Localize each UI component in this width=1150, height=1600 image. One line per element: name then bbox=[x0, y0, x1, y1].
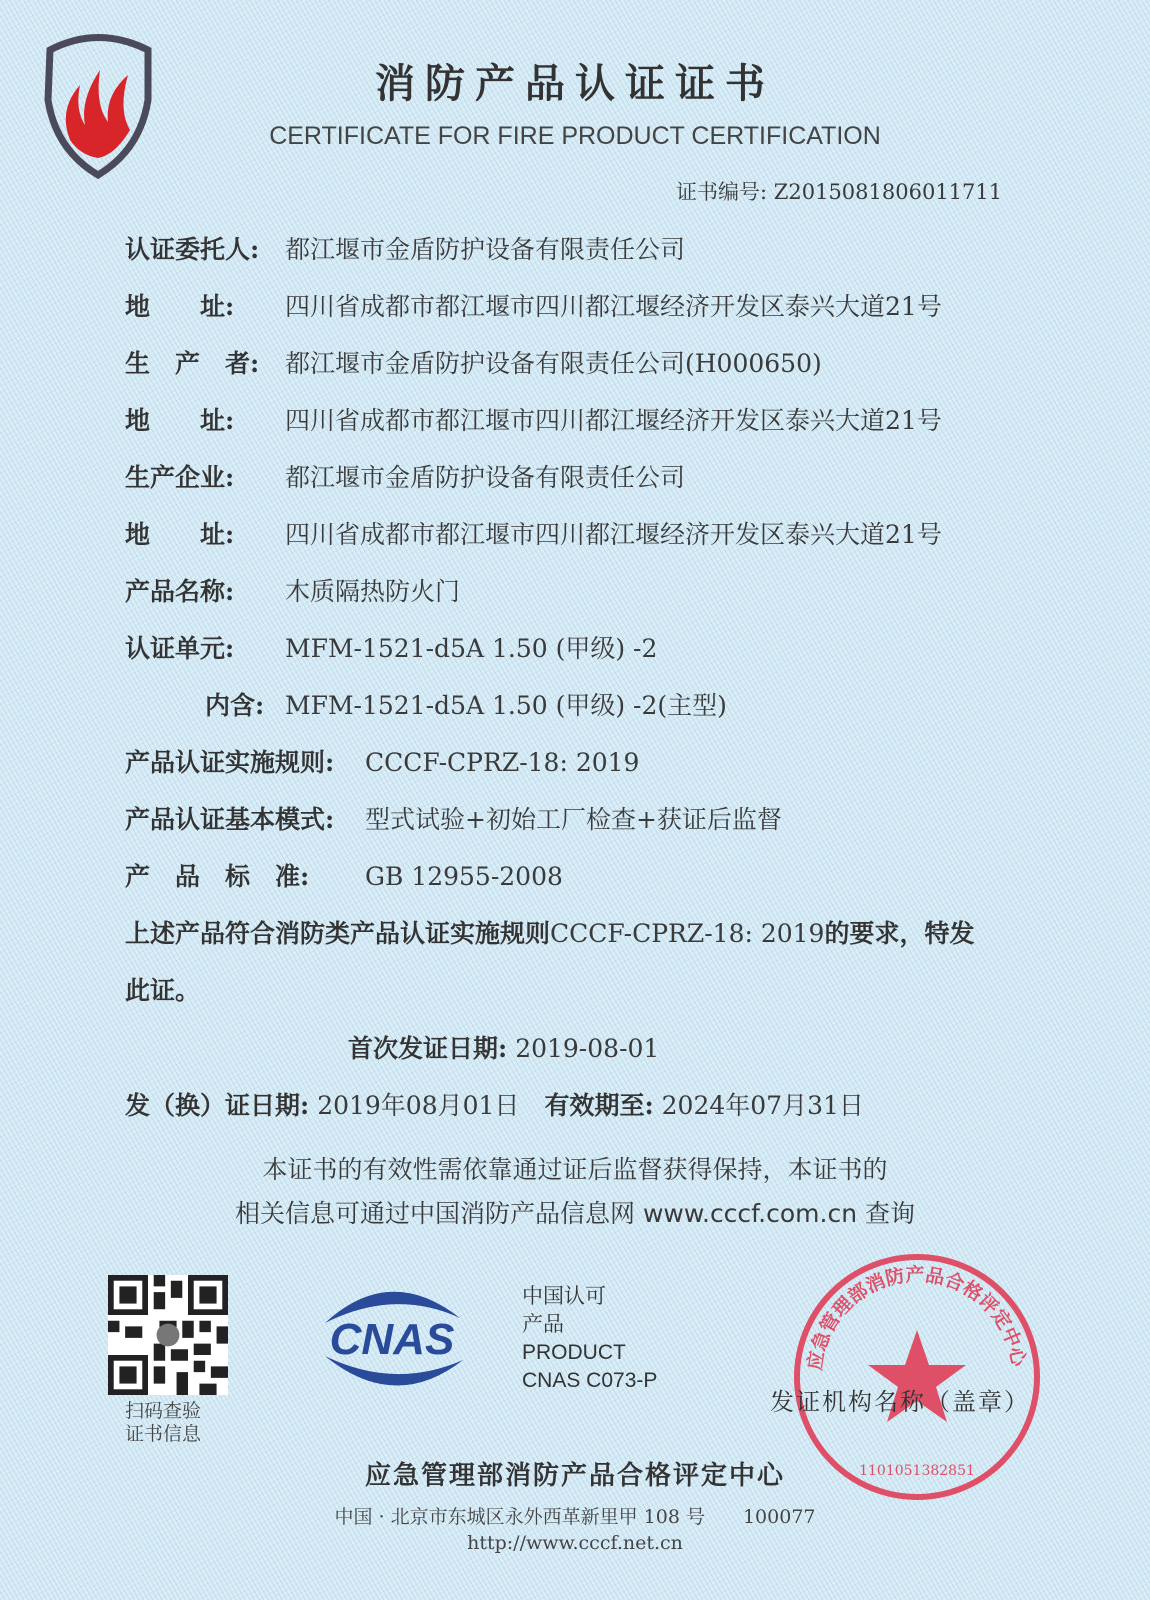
issue-label: 发（换）证日期: bbox=[125, 1091, 310, 1120]
compliance-statement-end bbox=[125, 971, 200, 1007]
qr-caption-line: 证书信息 bbox=[125, 1423, 202, 1445]
first-issue-label: 首次发证日期: bbox=[348, 1034, 508, 1063]
field-label: 内含: bbox=[205, 691, 265, 720]
field-value: CCCF-CPRZ-18: 2019 bbox=[365, 748, 640, 777]
field-value: GB 12955-2008 bbox=[365, 862, 563, 891]
statement-text: 上述产品符合消防类产品认证实施规则 bbox=[125, 919, 551, 948]
field-value: 都江堰市金盾防护设备有限责任公司(H000650) bbox=[285, 349, 822, 378]
accreditation-line: CNAS C073-P bbox=[522, 1369, 658, 1392]
field-value: 都江堰市金盾防护设备有限责任公司 bbox=[285, 235, 686, 264]
field-label: 产品名称: bbox=[125, 577, 235, 606]
accreditation-line: PRODUCT bbox=[522, 1341, 626, 1364]
certificate-subtitle: CERTIFICATE FOR FIRE PRODUCT CERTIFICATION bbox=[269, 122, 881, 150]
field-producer bbox=[125, 344, 822, 380]
cnas-logo-text: CNAS bbox=[329, 1315, 455, 1364]
issue-value: 2019年08月01日 bbox=[317, 1091, 520, 1120]
notice-line-1: 本证书的有效性需依靠通过证后监督获得保持，本证书的 bbox=[262, 1155, 888, 1184]
field-value: 四川省成都市都江堰市四川都江堰经济开发区泰兴大道21号 bbox=[285, 292, 942, 321]
field-manufacturer-address bbox=[125, 515, 942, 551]
field-label: 产 品 标 准: bbox=[125, 862, 310, 891]
field-value: 都江堰市金盾防护设备有限责任公司 bbox=[285, 463, 686, 492]
field-label: 产品认证实施规则: bbox=[125, 748, 335, 777]
field-applicant bbox=[125, 230, 685, 266]
qr-caption-line: 扫码查验 bbox=[125, 1400, 202, 1422]
field-label: 地 址: bbox=[125, 520, 235, 549]
field-cert-unit bbox=[125, 629, 657, 665]
field-cert-mode bbox=[125, 800, 782, 836]
statement-text: 此证。 bbox=[125, 976, 201, 1005]
field-product-name bbox=[125, 572, 460, 608]
statement-rule: CCCF-CPRZ-18: 2019 bbox=[550, 919, 825, 948]
field-implementation-rule bbox=[125, 743, 639, 779]
field-value: 木质隔热防火门 bbox=[285, 577, 461, 606]
valid-value: 2024年07月31日 bbox=[661, 1091, 864, 1120]
issue-dates bbox=[125, 1086, 864, 1122]
field-value: 四川省成都市都江堰市四川都江堰经济开发区泰兴大道21号 bbox=[285, 406, 942, 435]
statement-text: 的要求，特发 bbox=[824, 919, 975, 948]
field-value: MFM-1521-d5A 1.50 (甲级) -2 bbox=[285, 634, 658, 663]
certificate-title: 消防产品认证证书 bbox=[375, 60, 775, 107]
field-applicant-address bbox=[125, 287, 942, 323]
field-product-standard bbox=[125, 857, 563, 893]
qr-code[interactable] bbox=[108, 1275, 228, 1395]
field-label: 地 址: bbox=[125, 292, 235, 321]
organization-url[interactable]: http://www.cccf.net.cn bbox=[467, 1532, 683, 1554]
valid-label: 有效期至: bbox=[544, 1091, 654, 1120]
organization-address: 中国 · 北京市东城区永外西革新里甲 108 号 100077 bbox=[334, 1506, 816, 1528]
field-includes bbox=[205, 686, 727, 722]
field-label: 地 址: bbox=[125, 406, 235, 435]
cert-no-value: Z2015081806011711 bbox=[773, 180, 1003, 204]
stamp-number: 1101051382851 bbox=[859, 1463, 975, 1479]
field-label: 生 产 者: bbox=[125, 349, 260, 378]
compliance-statement bbox=[125, 914, 974, 950]
issuer-seal-label: 发证机构名称（盖章） bbox=[770, 1388, 1030, 1416]
field-label: 生产企业: bbox=[125, 463, 235, 492]
field-producer-address bbox=[125, 401, 942, 437]
field-value: MFM-1521-d5A 1.50 (甲级) -2(主型) bbox=[285, 691, 727, 720]
field-value: 四川省成都市都江堰市四川都江堰经济开发区泰兴大道21号 bbox=[285, 520, 942, 549]
notice-line-2: 相关信息可通过中国消防产品信息网 www.cccf.com.cn 查询 bbox=[235, 1199, 915, 1228]
field-label: 认证单元: bbox=[125, 634, 235, 663]
stamp-arc-text: 应急管理部消防产品合格评定中心 bbox=[803, 1263, 1030, 1372]
first-issue-value: 2019-08-01 bbox=[515, 1034, 660, 1063]
cnas-logo bbox=[305, 1278, 480, 1398]
cert-no-label: 证书编号: bbox=[676, 180, 768, 204]
first-issue-date bbox=[348, 1029, 659, 1065]
accreditation-info bbox=[522, 1283, 657, 1395]
field-label: 认证委托人: bbox=[125, 235, 260, 264]
qr-caption bbox=[125, 1400, 201, 1446]
field-label: 产品认证基本模式: bbox=[125, 805, 335, 834]
field-manufacturer bbox=[125, 458, 685, 494]
accreditation-line: 中国认可 bbox=[522, 1285, 606, 1308]
certificate-number bbox=[676, 176, 1002, 206]
issuing-organization: 应急管理部消防产品合格评定中心 bbox=[364, 1461, 785, 1491]
accreditation-line: 产品 bbox=[522, 1313, 564, 1336]
field-value: 型式试验+初始工厂检查+获证后监督 bbox=[365, 805, 782, 834]
